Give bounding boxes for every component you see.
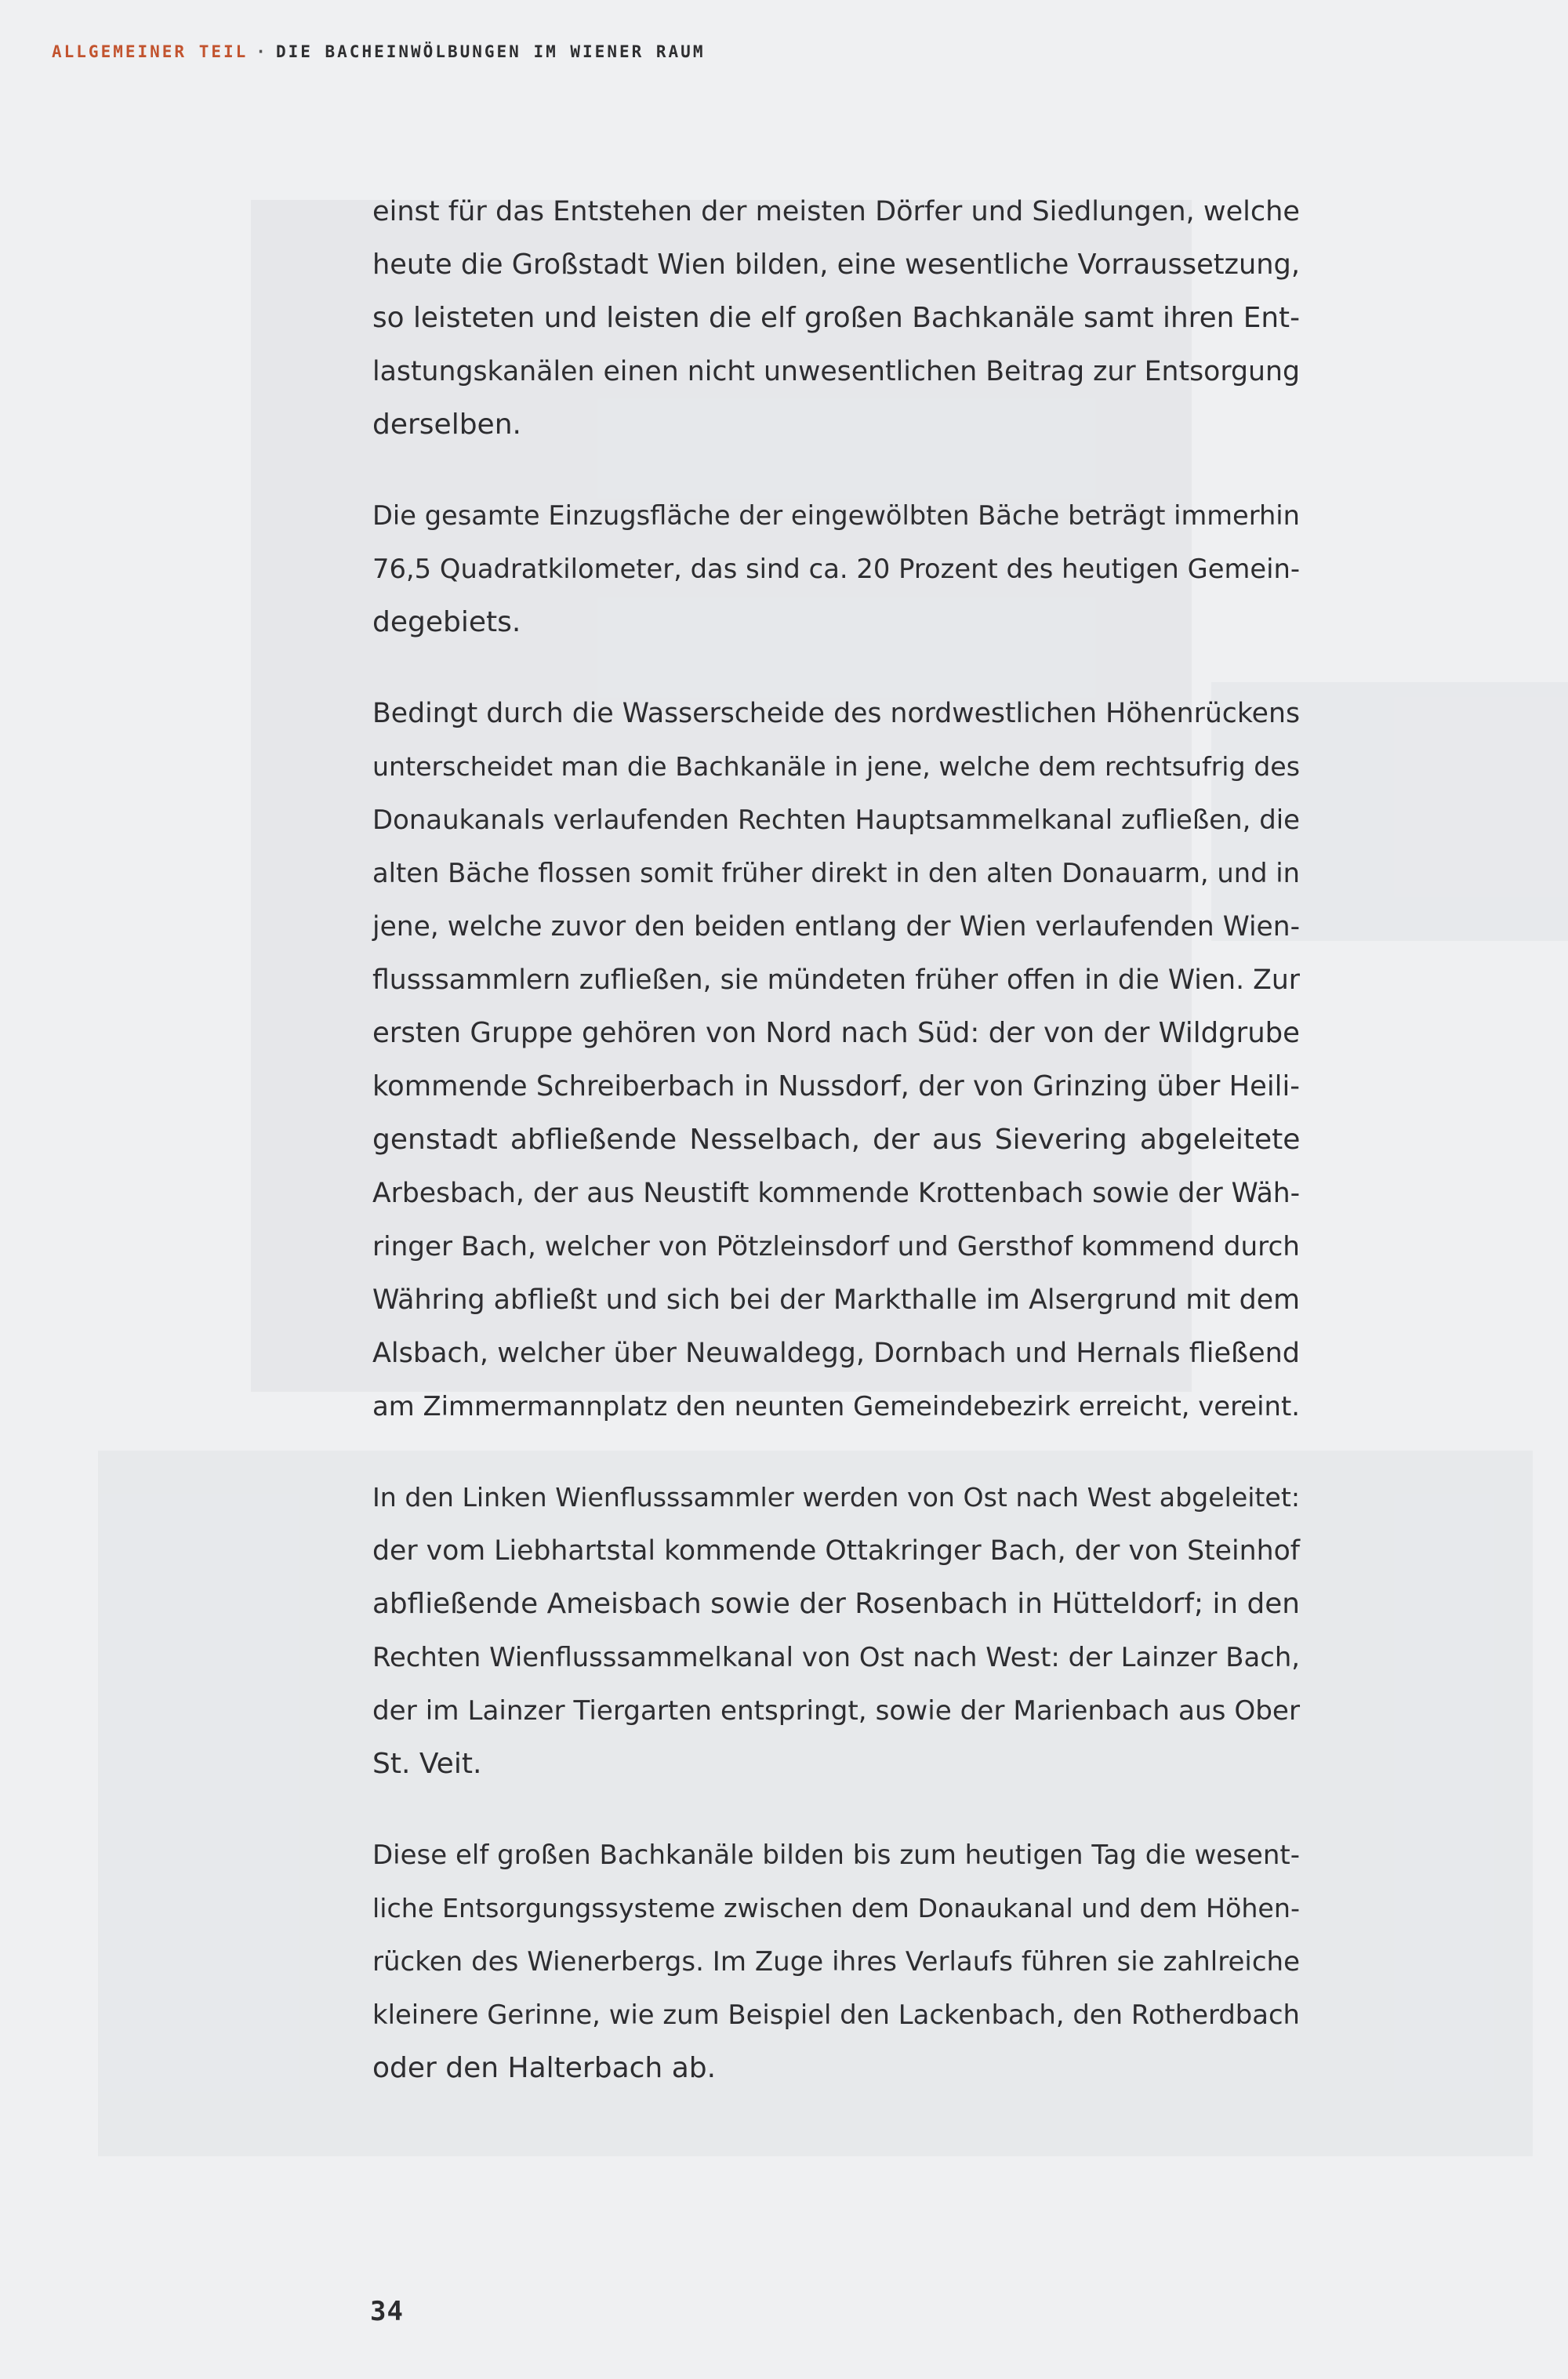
text-line: Donaukanals verlaufenden Rechten Hauptsammelkanal zufließen, die bbox=[372, 805, 1300, 835]
text-line: degebiets. bbox=[372, 606, 521, 638]
text-line: jene, welche zuvor den beiden entlang der Wien verlaufenden Wien- bbox=[372, 911, 1300, 943]
running-head-separator: · bbox=[256, 42, 268, 61]
text-line: der vom Liebhartstal kommende Ottakringer Bach, der von Steinhof bbox=[372, 1535, 1301, 1567]
text-line: lastungskanälen einen nicht unwesentlichen Beitrag zur Entsorgung bbox=[372, 356, 1300, 387]
text-line: unterscheidet man die Bachkanäle in jene, welche dem rechtsufrig des bbox=[372, 751, 1300, 782]
text-line: ringer Bach, welcher von Pötzleinsdorf und Gersthof kommend durch bbox=[372, 1231, 1300, 1262]
text-line: abfließende Ameisbach sowie der Rosenbach in Hütteldorf; in den bbox=[372, 1588, 1300, 1620]
text-line: am Zimmermannplatz den neunten Gemeindebezirk erreicht, vereint. bbox=[372, 1391, 1300, 1422]
text-line: einst für das Entstehen der meisten Dörfer und Siedlungen, welche bbox=[372, 195, 1300, 227]
page-number: 34 bbox=[370, 2296, 404, 2327]
text-line: genstadt abfließende Nesselbach, der aus Sievering abgeleitete bbox=[372, 1124, 1301, 1156]
paragraph bbox=[372, 185, 1300, 452]
text-line: Bedingt durch die Wasserscheide des nordwestlichen Höhenrückens bbox=[372, 698, 1300, 729]
running-head-section: ALLGEMEINER TEIL bbox=[52, 42, 249, 61]
text-line: derselben. bbox=[372, 409, 521, 441]
paragraph bbox=[372, 489, 1300, 649]
text-line: ersten Gruppe gehören von Nord nach Süd: der von der Wildgrube bbox=[372, 1017, 1300, 1049]
text-line: Währing abfließt und sich bei der Markthalle im Alsergrund mit dem bbox=[372, 1284, 1300, 1316]
text-line: liche Entsorgungssysteme zwischen dem Donaukanal und dem Höhen- bbox=[372, 1893, 1300, 1923]
text-line: alten Bäche flossen somit früher direkt in den alten Donauarm, und in bbox=[372, 858, 1300, 888]
text-line: Diese elf großen Bachkanäle bilden bis zum heutigen Tag die wesent- bbox=[372, 1840, 1300, 1871]
text-line: so leisteten und leisten die elf großen Bachkanäle samt ihren Ent- bbox=[372, 302, 1300, 334]
text-line: heute die Großstadt Wien bilden, eine wesentliche Vorraussetzung, bbox=[372, 249, 1300, 281]
paragraph bbox=[372, 1829, 1300, 2095]
text-line: kommende Schreiberbach in Nussdorf, der von Grinzing über Heili- bbox=[372, 1070, 1300, 1102]
text-line: Alsbach, welcher über Neuwaldegg, Dornbach und Hernals fließend bbox=[372, 1338, 1300, 1369]
text-line: 76,5 Quadratkilometer, das sind ca. 20 Prozent des heutigen Gemein- bbox=[372, 554, 1300, 584]
text-line: Die gesamte Einzugsfläche der eingewölbten Bäche beträgt immerhin bbox=[372, 500, 1300, 531]
text-line: flusssammlern zufließen, sie mündeten früher offen in die Wien. Zur bbox=[372, 964, 1300, 996]
body-text bbox=[372, 185, 1300, 2095]
text-line: In den Linken Wienflusssammler werden von Ost nach West abgeleitet: bbox=[372, 1482, 1300, 1513]
paragraph bbox=[372, 687, 1300, 1433]
running-head bbox=[52, 42, 705, 61]
text-line: kleinere Gerinne, wie zum Beispiel den Lackenbach, den Rotherdbach bbox=[372, 1999, 1300, 2030]
text-line: St. Veit. bbox=[372, 1748, 482, 1780]
text-line: Rechten Wienflusssammelkanal von Ost nach West: der Lainzer Bach, bbox=[372, 1642, 1300, 1673]
text-line: Arbesbach, der aus Neustift kommende Krottenbach sowie der Wäh- bbox=[372, 1178, 1301, 1209]
running-head-chapter: DIE BACHEINWÖLBUNGEN IM WIENER RAUM bbox=[275, 42, 706, 61]
paragraph bbox=[372, 1471, 1300, 1791]
text-line: oder den Halterbach ab. bbox=[372, 2052, 717, 2084]
text-line: rücken des Wienerbergs. Im Zuge ihres Verlaufs führen sie zahlreiche bbox=[372, 1946, 1300, 1978]
text-line: der im Lainzer Tiergarten entspringt, sowie der Marienbach aus Ober bbox=[372, 1695, 1300, 1727]
